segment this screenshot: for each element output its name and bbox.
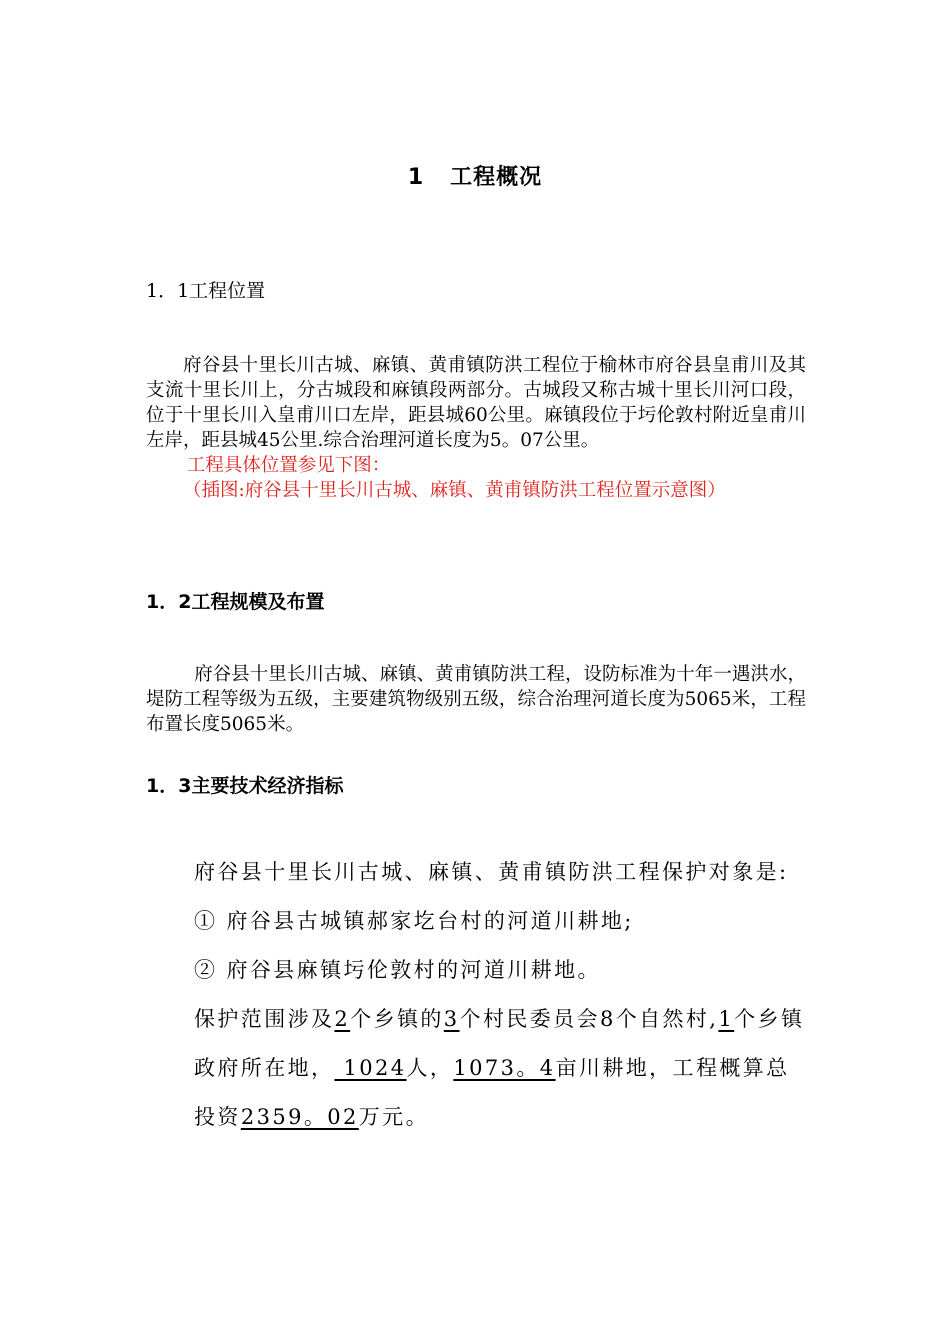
protection-intro: 府谷县十里长川古城、麻镇、黄甫镇防洪工程保护对象是: [194,860,789,884]
section-heading-1-2: 1．2工程规模及布置 [146,591,325,613]
investment-value: 2359。02 [240,1105,359,1129]
section-1-1-body [146,353,806,503]
section-1-3-body [146,848,806,1142]
government-seat-count: 1 [718,1007,735,1031]
farmland-value: 1073。4 [453,1056,556,1080]
scope-text: 个乡镇政府所在地， [194,1007,805,1080]
protection-item-1: ① 府谷县古城镇郝家圪台村的河道川耕地; [194,909,634,933]
scale-paragraph: 府谷县十里长川古城、麻镇、黄甫镇防洪工程，设防标准为十年一遇洪水，堤防工程等级为五级，主要建筑物级别五级，综合治理河道长度为5065米，工程布置长度5065米。 [146,664,806,735]
section-heading-1-1: 1．1工程位置 [146,280,266,302]
scope-text: 保护范围涉及 [194,1007,335,1031]
chapter-number: 1 [407,165,425,190]
protection-scope [146,995,806,1142]
location-paragraph: 府谷县十里长川古城、麻镇、黄甫镇防洪工程位于榆林市府谷县皇甫川及其支流十里长川上，分古城段和麻镇段两部分。古城段又称古城十里长川河口段，位于十里长川入皇甫川口左岸，距县城60公里。麻镇段位于圬伦敦村附近皇甫川左岸，距县城45公里.综合治理河道长度为5。07公里。 [146,355,806,451]
protection-item-2: ② 府谷县麻镇圬伦敦村的河道川耕地。 [194,958,601,982]
township-count: 2 [334,1007,351,1031]
section-heading-1-3: 1．3主要技术经济指标 [146,775,344,797]
figure-note-line-2: （插图:府谷县十里长川古城、麻镇、黄甫镇防洪工程位置示意图） [183,480,726,501]
figure-note [146,453,806,503]
scope-text: 个乡镇的 [350,1007,444,1031]
population-value: 1024 [334,1056,407,1080]
scope-text: 人， [406,1056,454,1080]
village-committee-count: 3 [443,1007,460,1031]
chapter-title [0,160,950,191]
scope-text: 亩川耕地，工程概算总投资 [194,1056,790,1129]
scope-text: 个村民委员会8个自然村, [459,1007,719,1031]
figure-note-line-1: 工程具体位置参见下图： [186,455,391,476]
chapter-title-text: 工程概况 [450,165,543,190]
section-1-2-body [146,662,806,737]
scope-text: 万元。 [358,1105,429,1129]
